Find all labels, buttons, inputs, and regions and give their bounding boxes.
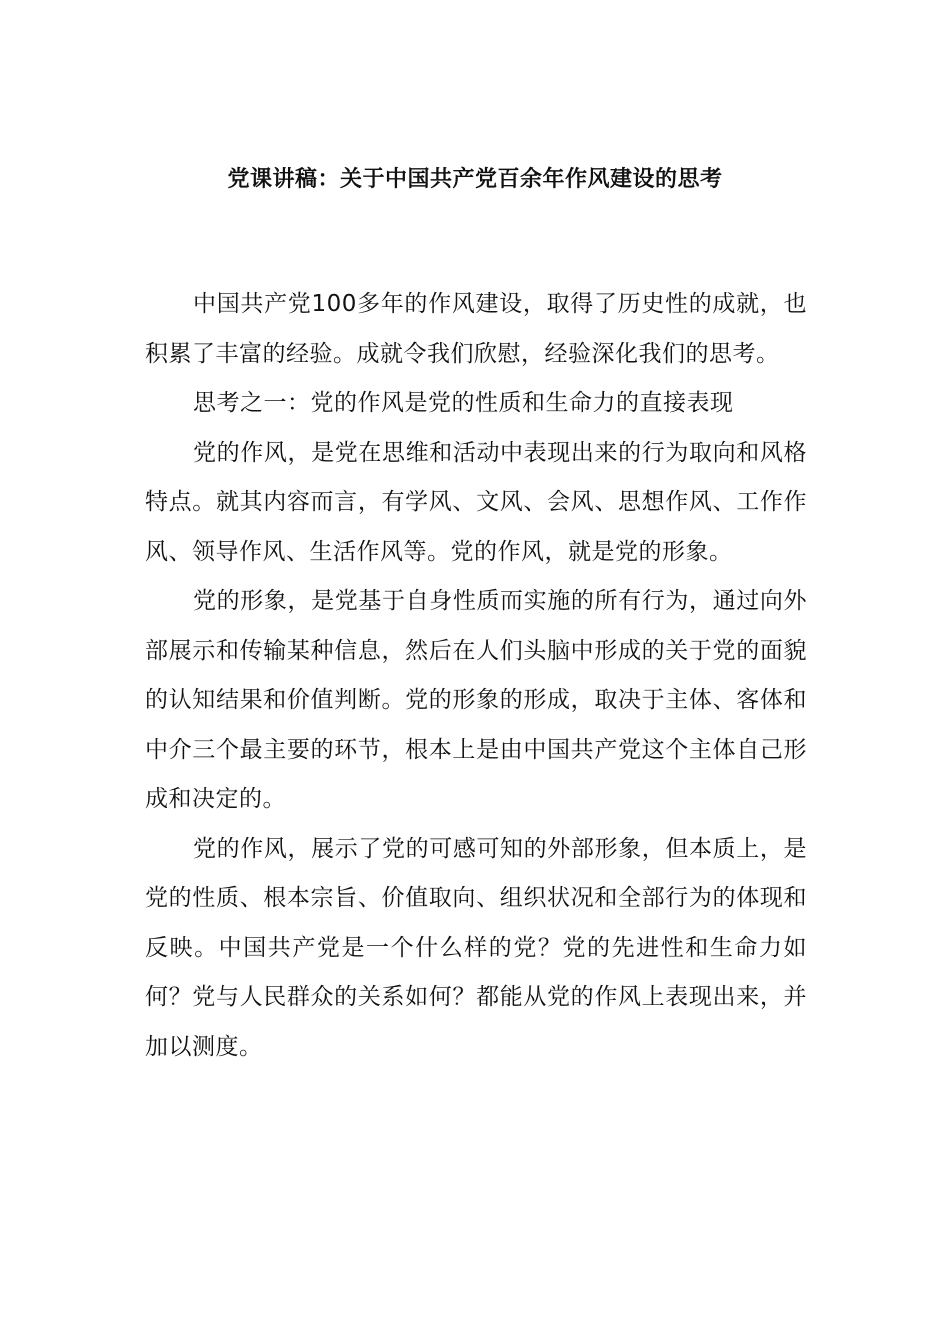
paragraph-party-style: 党的作风，是党在思维和活动中表现出来的行为取向和风格特点。就其内容而言，有学风、文风、会风、思想作风、工作作风、领导作风、生活作风等。党的作风，就是党的形象。 (145, 439, 807, 565)
paragraph-intro: 中国共产党100多年的作风建设，取得了历史性的成就，也积累了丰富的经验。成就令我们欣慰，经验深化我们的思考。 (145, 291, 807, 367)
paragraph-style-essence: 党的作风，展示了党的可感可知的外部形象，但本质上，是党的性质、根本宗旨、价值取向、组织状况和全部行为的体现和反映。中国共产党是一个什么样的党？党的先进性和生命力如何？党与人民群众的关系如何？都能从党的作风上表现出来，并加以测度。 (145, 835, 807, 1060)
paragraph-party-image: 党的形象，是党基于自身性质而实施的所有行为，通过向外部展示和传输某种信息，然后在人们头脑中形成的关于党的面貌的认知结果和价值判断。党的形象的形成，取决于主体、客体和中介三个最主要的环节，根本上是由中国共产党这个主体自己形成和决定的。 (145, 588, 807, 812)
document-title: 党课讲稿：关于中国共产党百余年作风建设的思考 (227, 167, 723, 192)
section-heading-1: 思考之一：党的作风是党的性质和生命力的直接表现 (193, 390, 734, 416)
document-body (145, 280, 807, 1072)
